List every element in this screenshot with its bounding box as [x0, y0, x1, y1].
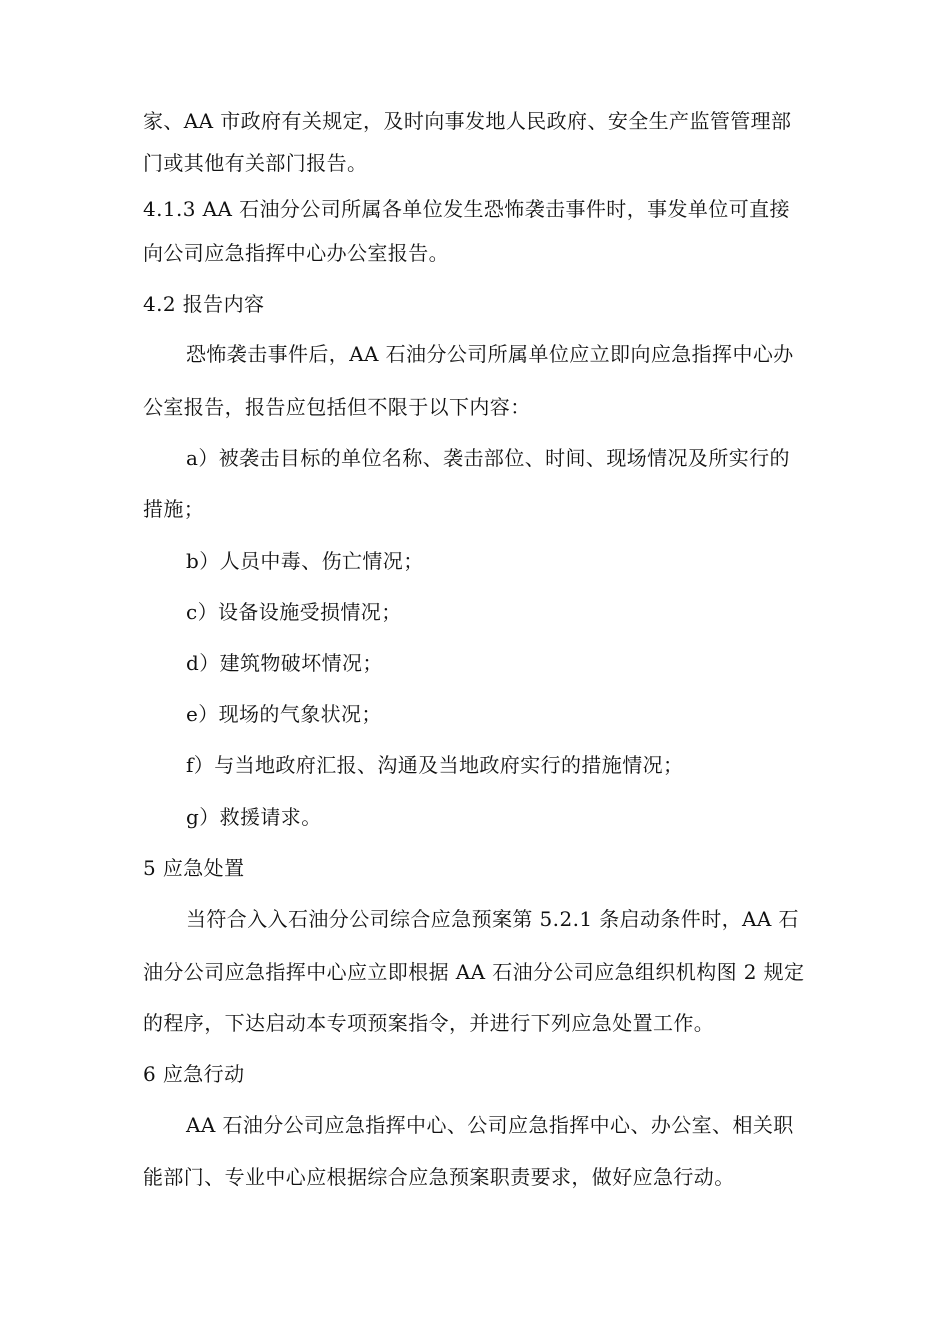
paragraph-line: 门或其他有关部门报告。: [143, 151, 368, 175]
paragraph-line: 家、AA 市政府有关规定，及时向事发地人民政府、安全生产监管管理部: [143, 109, 792, 133]
list-item-g: g）救援请求。: [186, 805, 322, 829]
section-heading-4-1-3: 4.1.3 AA 石油分公司所属各单位发生恐怖袭击事件时，事发单位可直接: [143, 197, 790, 221]
paragraph-line: 的程序，下达启动本专项预案指令，并进行下列应急处置工作。: [143, 1011, 715, 1035]
paragraph-line: AA 石油分公司应急指挥中心、公司应急指挥中心、办公室、相关职: [186, 1113, 794, 1137]
list-item-d: d）建筑物破坏情况；: [186, 651, 383, 675]
section-heading-4-2: 4.2 报告内容: [143, 292, 265, 316]
list-item-c: c）设备设施受损情况；: [186, 600, 402, 624]
paragraph-line: 恐怖袭击事件后，AA 石油分公司所属单位应立即向应急指挥中心办: [186, 342, 794, 366]
list-item-b: b）人员中毒、伤亡情况；: [186, 549, 424, 573]
paragraph-line: 公室报告，报告应包括但不限于以下内容：: [143, 395, 531, 419]
paragraph-line: 当符合入入石油分公司综合应急预案第 5.2.1 条启动条件时，AA 石: [186, 907, 799, 931]
list-item-a: a）被袭击目标的单位名称、袭击部位、时间、现场情况及所实行的: [186, 446, 790, 470]
list-item-e: e）现场的气象状况；: [186, 702, 382, 726]
paragraph-line: 油分公司应急指挥中心应立即根据 AA 石油分公司应急组织机构图 2 规定: [143, 960, 805, 984]
section-heading-5: 5 应急处置: [143, 856, 245, 880]
paragraph-line: 能部门、专业中心应根据综合应急预案职责要求，做好应急行动。: [143, 1165, 735, 1189]
list-item-a-cont: 措施；: [143, 497, 205, 521]
section-heading-6: 6 应急行动: [143, 1062, 245, 1086]
list-item-f: f）与当地政府汇报、沟通及当地政府实行的措施情况；: [186, 753, 684, 777]
paragraph-line: 向公司应急指挥中心办公室报告。: [143, 241, 449, 265]
